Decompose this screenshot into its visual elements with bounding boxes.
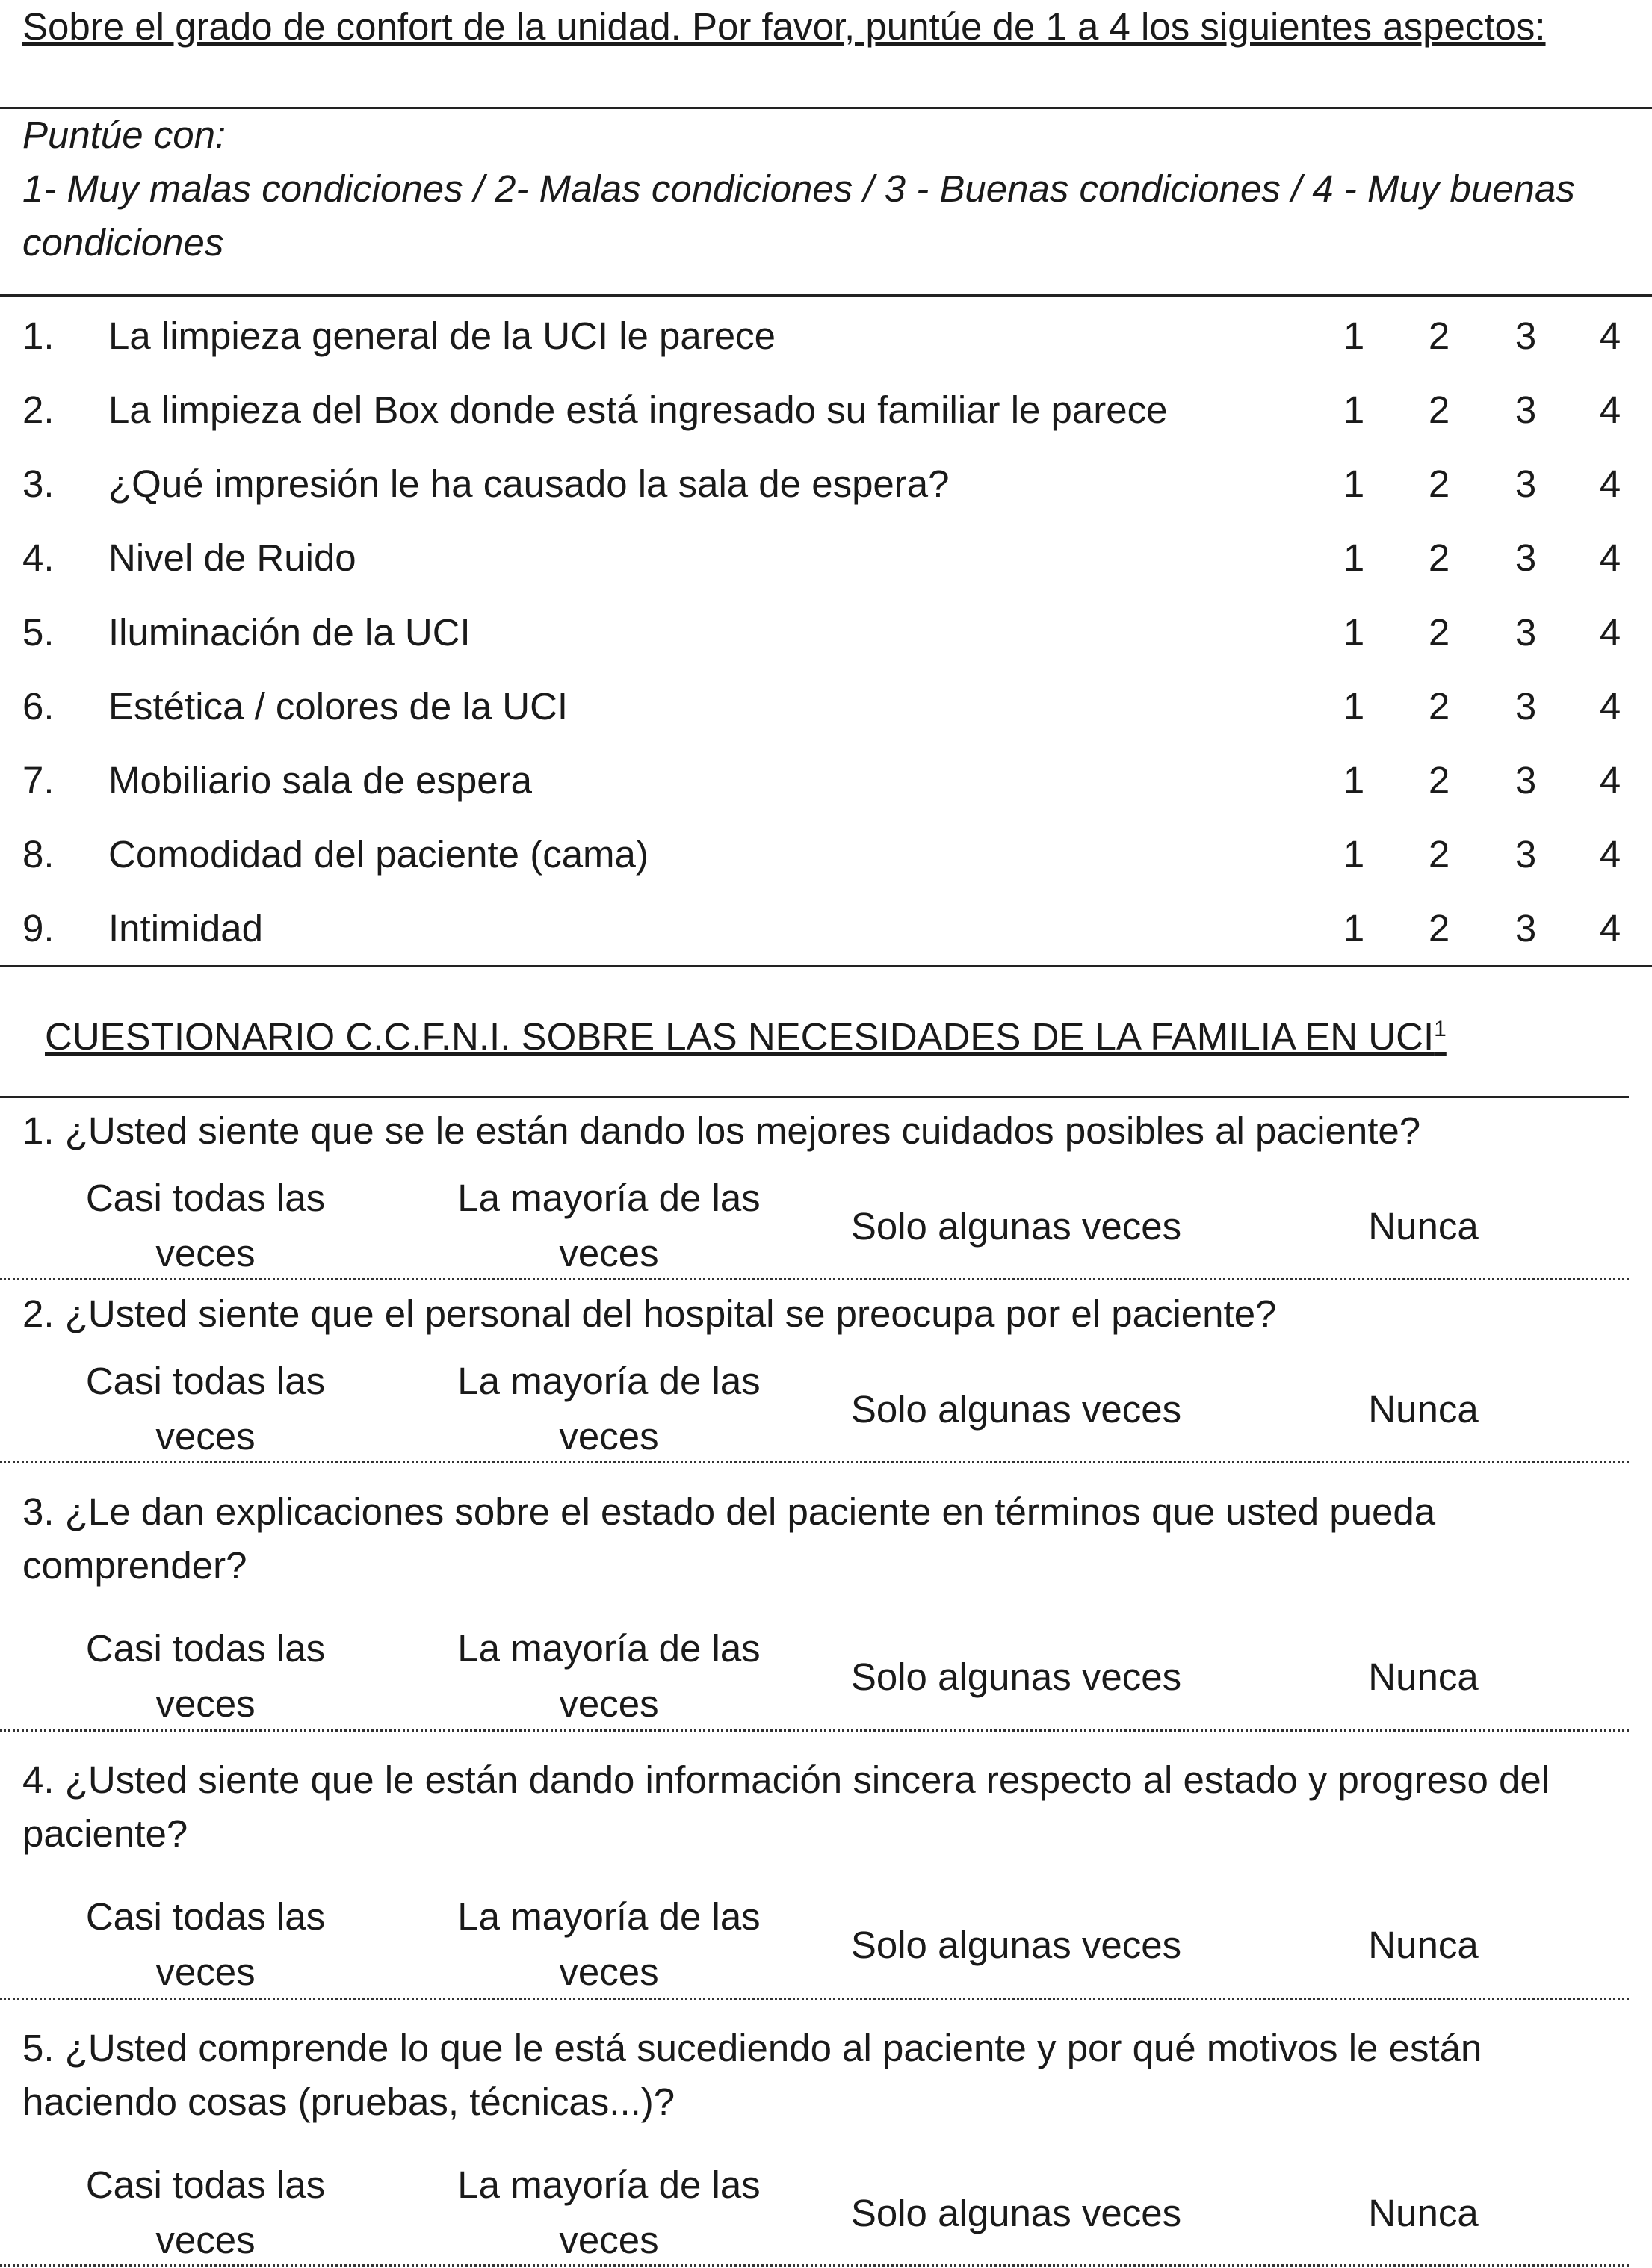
score-option-1[interactable]: 1 xyxy=(1343,685,1365,728)
answer-option-nunca[interactable]: Nunca xyxy=(1368,1924,1479,1966)
score-option-2[interactable]: 2 xyxy=(1428,536,1450,579)
question-text: 1. ¿Usted siente que se le están dando los mejores cuidados posibles al paciente? xyxy=(22,1109,1421,1152)
answer-option-casi-todas[interactable] xyxy=(52,1621,359,1732)
instruction-heading: Puntúe con: xyxy=(22,114,226,156)
comfort-item xyxy=(0,369,1652,444)
score-option-1[interactable]: 1 xyxy=(1343,462,1365,505)
score-option-1[interactable]: 1 xyxy=(1343,907,1365,949)
comfort-item xyxy=(0,443,1652,518)
answer-option-nunca[interactable]: Nunca xyxy=(1368,2192,1479,2234)
score-option-3[interactable]: 3 xyxy=(1515,833,1537,876)
comfort-item xyxy=(0,517,1652,592)
item-text: ¿Qué impresión le ha causado la sala de espera? xyxy=(108,462,950,505)
score-option-1[interactable]: 1 xyxy=(1343,315,1365,357)
score-option-4[interactable]: 4 xyxy=(1599,462,1621,505)
instruction-scale: 1- Muy malas condiciones / 2- Malas condiciones / 3 - Buenas condiciones / 4 - Muy buenas condiciones xyxy=(22,167,1575,264)
score-option-2[interactable]: 2 xyxy=(1428,315,1450,357)
answer-option-mayoria[interactable] xyxy=(437,2157,781,2268)
option-label: La mayoría de las xyxy=(457,1627,761,1670)
item-text: La limpieza del Box donde está ingresado su familiar le parece xyxy=(108,388,1168,431)
question-text: 5. ¿Usted comprende lo que le está sucediendo al paciente y por qué motivos le están haciendo cosas (pruebas, técnicas...)? xyxy=(22,2027,1482,2123)
score-option-2[interactable]: 2 xyxy=(1428,462,1450,505)
divider xyxy=(0,1729,1629,1732)
divider xyxy=(0,1998,1629,2000)
answer-option-algunas[interactable]: Solo algunas veces xyxy=(850,1205,1182,1248)
option-label: veces xyxy=(155,1682,256,1725)
option-label: veces xyxy=(155,1415,256,1457)
score-option-3[interactable]: 3 xyxy=(1515,315,1537,357)
divider xyxy=(0,965,1652,967)
score-option-3[interactable]: 3 xyxy=(1515,907,1537,949)
score-option-3[interactable]: 3 xyxy=(1515,685,1537,728)
comfort-item xyxy=(0,814,1652,888)
option-label: Casi todas las xyxy=(85,1627,326,1670)
score-option-4[interactable]: 4 xyxy=(1599,759,1621,802)
score-option-4[interactable]: 4 xyxy=(1599,388,1621,431)
answer-option-nunca[interactable]: Nunca xyxy=(1368,1388,1479,1431)
score-option-2[interactable]: 2 xyxy=(1428,388,1450,431)
score-option-1[interactable]: 1 xyxy=(1343,536,1365,579)
divider xyxy=(0,2264,1629,2267)
answer-option-mayoria[interactable] xyxy=(437,1621,781,1732)
option-label: Casi todas las xyxy=(85,1177,326,1219)
option-label: La mayoría de las xyxy=(457,1177,761,1219)
answer-option-mayoria[interactable] xyxy=(437,1889,781,2000)
answer-option-mayoria[interactable] xyxy=(437,1354,781,1464)
option-label: veces xyxy=(155,2219,256,2261)
answer-option-casi-todas[interactable] xyxy=(52,1354,359,1464)
comfort-item xyxy=(0,740,1652,814)
score-option-1[interactable]: 1 xyxy=(1343,611,1365,654)
comfort-item xyxy=(0,295,1652,370)
answer-options xyxy=(0,1169,1652,1281)
item-text: Nivel de Ruido xyxy=(108,536,356,579)
score-option-2[interactable]: 2 xyxy=(1428,759,1450,802)
option-label: Casi todas las xyxy=(85,2163,326,2206)
score-option-4[interactable]: 4 xyxy=(1599,833,1621,876)
option-label: La mayoría de las xyxy=(457,1360,761,1402)
score-option-1[interactable]: 1 xyxy=(1343,833,1365,876)
score-option-4[interactable]: 4 xyxy=(1599,536,1621,579)
score-option-1[interactable]: 1 xyxy=(1343,388,1365,431)
questionnaire-title-text: CUESTIONARIO C.C.F.N.I. SOBRE LAS NECESIDADES DE LA FAMILIA EN UCI xyxy=(45,1015,1435,1058)
score-option-3[interactable]: 3 xyxy=(1515,759,1537,802)
answer-option-nunca[interactable]: Nunca xyxy=(1368,1205,1479,1248)
option-label: veces xyxy=(559,1232,659,1274)
item-number: 7. xyxy=(22,759,55,802)
option-label: veces xyxy=(155,1951,256,1993)
answer-option-casi-todas[interactable] xyxy=(52,2157,359,2268)
question-text: 3. ¿Le dan explicaciones sobre el estado del paciente en términos que usted pueda comprender? xyxy=(22,1490,1436,1587)
option-label: veces xyxy=(559,2219,659,2261)
comfort-item xyxy=(0,592,1652,666)
score-option-2[interactable]: 2 xyxy=(1428,611,1450,654)
answer-option-algunas[interactable]: Solo algunas veces xyxy=(850,1388,1182,1431)
item-text: Comodidad del paciente (cama) xyxy=(108,833,649,876)
option-label: La mayoría de las xyxy=(457,1895,761,1938)
option-label: veces xyxy=(559,1682,659,1725)
item-text: Estética / colores de la UCI xyxy=(108,685,569,728)
divider xyxy=(0,1461,1629,1463)
answer-option-algunas[interactable]: Solo algunas veces xyxy=(850,1655,1182,1698)
item-number: 5. xyxy=(22,611,55,654)
item-text: Iluminación de la UCI xyxy=(108,611,471,654)
answer-option-algunas[interactable]: Solo algunas veces xyxy=(850,1924,1182,1966)
comfort-item xyxy=(0,666,1652,740)
question-text: 4. ¿Usted siente que le están dando información sincera respecto al estado y progreso del paciente? xyxy=(22,1759,1550,1855)
answer-option-casi-todas[interactable] xyxy=(52,1171,359,1281)
item-number: 6. xyxy=(22,685,55,728)
comfort-item xyxy=(0,887,1652,962)
score-option-1[interactable]: 1 xyxy=(1343,759,1365,802)
answer-option-algunas[interactable]: Solo algunas veces xyxy=(850,2192,1182,2234)
option-label: La mayoría de las xyxy=(457,2163,761,2206)
item-number: 2. xyxy=(22,388,55,431)
question-text: 2. ¿Usted siente que el personal del hospital se preocupa por el paciente? xyxy=(22,1292,1277,1335)
item-number: 3. xyxy=(22,462,55,505)
score-option-3[interactable]: 3 xyxy=(1515,462,1537,505)
item-text: La limpieza general de la UCI le parece xyxy=(108,315,776,357)
score-option-2[interactable]: 2 xyxy=(1428,833,1450,876)
score-option-3[interactable]: 3 xyxy=(1515,611,1537,654)
score-option-2[interactable]: 2 xyxy=(1428,685,1450,728)
score-option-4[interactable]: 4 xyxy=(1599,315,1621,357)
answer-options xyxy=(0,1888,1652,2000)
option-label: Casi todas las xyxy=(85,1895,326,1938)
answer-options xyxy=(0,1352,1652,1464)
answer-option-mayoria[interactable] xyxy=(437,1171,781,1281)
questionnaire-title xyxy=(45,1014,1614,1059)
item-text: Mobiliario sala de espera xyxy=(108,759,532,802)
divider xyxy=(0,1096,1629,1098)
score-option-3[interactable]: 3 xyxy=(1515,536,1537,579)
item-number: 1. xyxy=(22,315,55,357)
answer-option-casi-todas[interactable] xyxy=(52,1889,359,2000)
footnote-marker: 1 xyxy=(1434,1017,1447,1041)
option-label: veces xyxy=(155,1232,256,1274)
answer-options xyxy=(0,1620,1652,1732)
answer-option-nunca[interactable]: Nunca xyxy=(1368,1655,1479,1698)
comfort-intro: Sobre el grado de confort de la unidad. Por favor, puntúe de 1 a 4 los siguientes aspectos: xyxy=(22,5,1546,48)
score-option-3[interactable]: 3 xyxy=(1515,388,1537,431)
option-label: Casi todas las xyxy=(85,1360,326,1402)
score-option-4[interactable]: 4 xyxy=(1599,685,1621,728)
item-number: 9. xyxy=(22,907,55,949)
item-number: 8. xyxy=(22,833,55,876)
option-label: veces xyxy=(559,1951,659,1993)
score-option-2[interactable]: 2 xyxy=(1428,907,1450,949)
divider xyxy=(0,1278,1629,1280)
option-label: veces xyxy=(559,1415,659,1457)
item-number: 4. xyxy=(22,536,55,579)
answer-options xyxy=(0,2156,1652,2268)
score-option-4[interactable]: 4 xyxy=(1599,611,1621,654)
score-option-4[interactable]: 4 xyxy=(1599,907,1621,949)
item-text: Intimidad xyxy=(108,907,263,949)
